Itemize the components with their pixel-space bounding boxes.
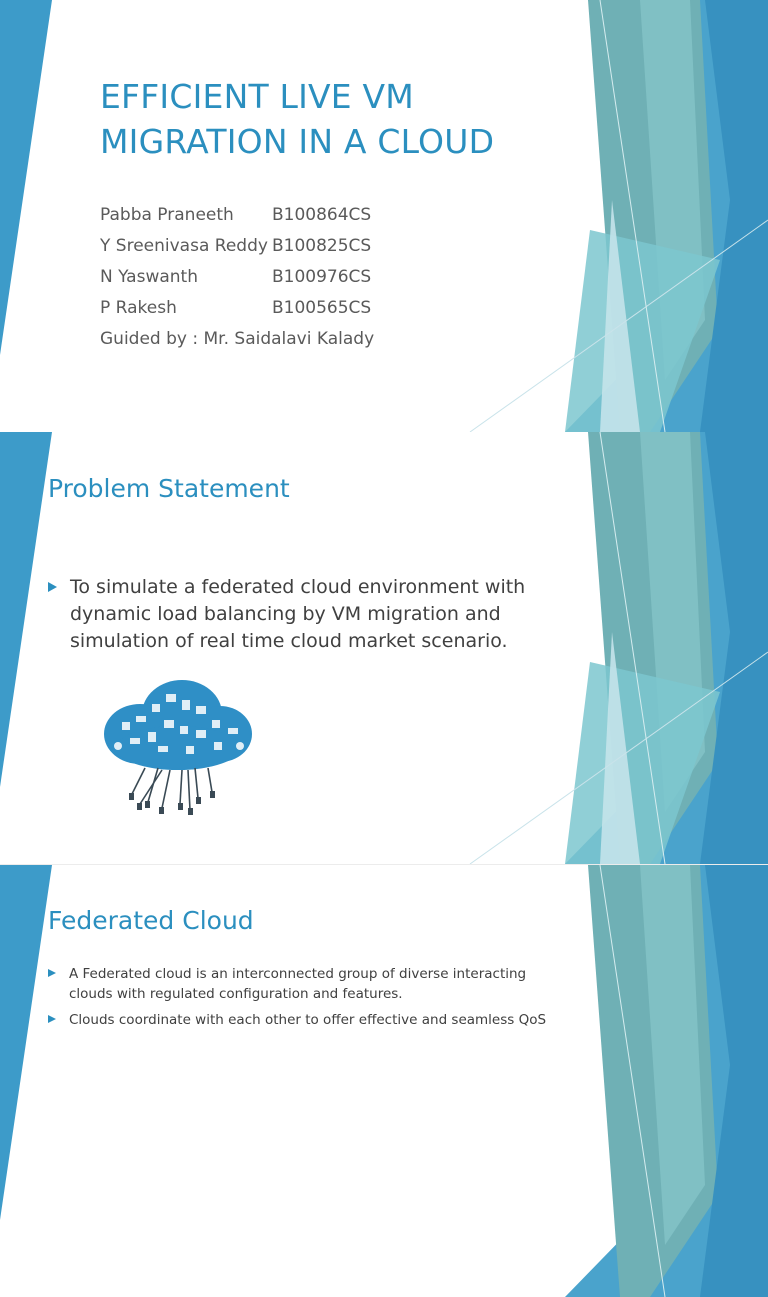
author-row [100,231,374,262]
bullet-text: A Federated cloud is an interconnected group of diverse interacting clouds with regulated configuration and features. [69,966,527,1002]
federated-cloud-heading: Federated Cloud [48,906,254,935]
author-row [100,200,374,231]
problem-statement-heading: Problem Statement [48,474,290,503]
author-roll: B100976CS [272,267,372,287]
author-name: N Yaswanth [100,267,198,287]
guide-line: Guided by : Mr. Saidalavi Kalady [100,329,375,349]
bullet-item [48,964,568,1004]
bullet-arrow-icon [48,1015,56,1023]
author-row [100,293,374,324]
author-roll: B100864CS [272,205,372,225]
cloud-network-icon [100,676,256,816]
author-name: P Rakesh [100,298,177,318]
author-roll: B100825CS [272,236,372,256]
bullet-arrow-icon [48,969,56,977]
bullet-arrow-icon [48,582,57,592]
bullet-item [48,574,568,655]
author-list [100,200,374,355]
author-name: Y Sreenivasa Reddy [100,236,268,256]
author-roll: B100565CS [272,298,372,318]
bullet-text: Clouds coordinate with each other to offer effective and seamless QoS [69,1012,547,1028]
title-line-2: MIGRATION IN A CLOUD [100,122,495,161]
author-row [100,262,374,293]
slide-title [0,0,768,432]
bullet-text: To simulate a federated cloud environment with dynamic load balancing by VM migration and simulation of real time cloud market scenario. [70,576,526,652]
author-name: Pabba Praneeth [100,205,234,225]
title-line-1: EFFICIENT LIVE VM [100,77,414,116]
bullet-item [48,1010,568,1030]
presentation-title [100,74,494,164]
